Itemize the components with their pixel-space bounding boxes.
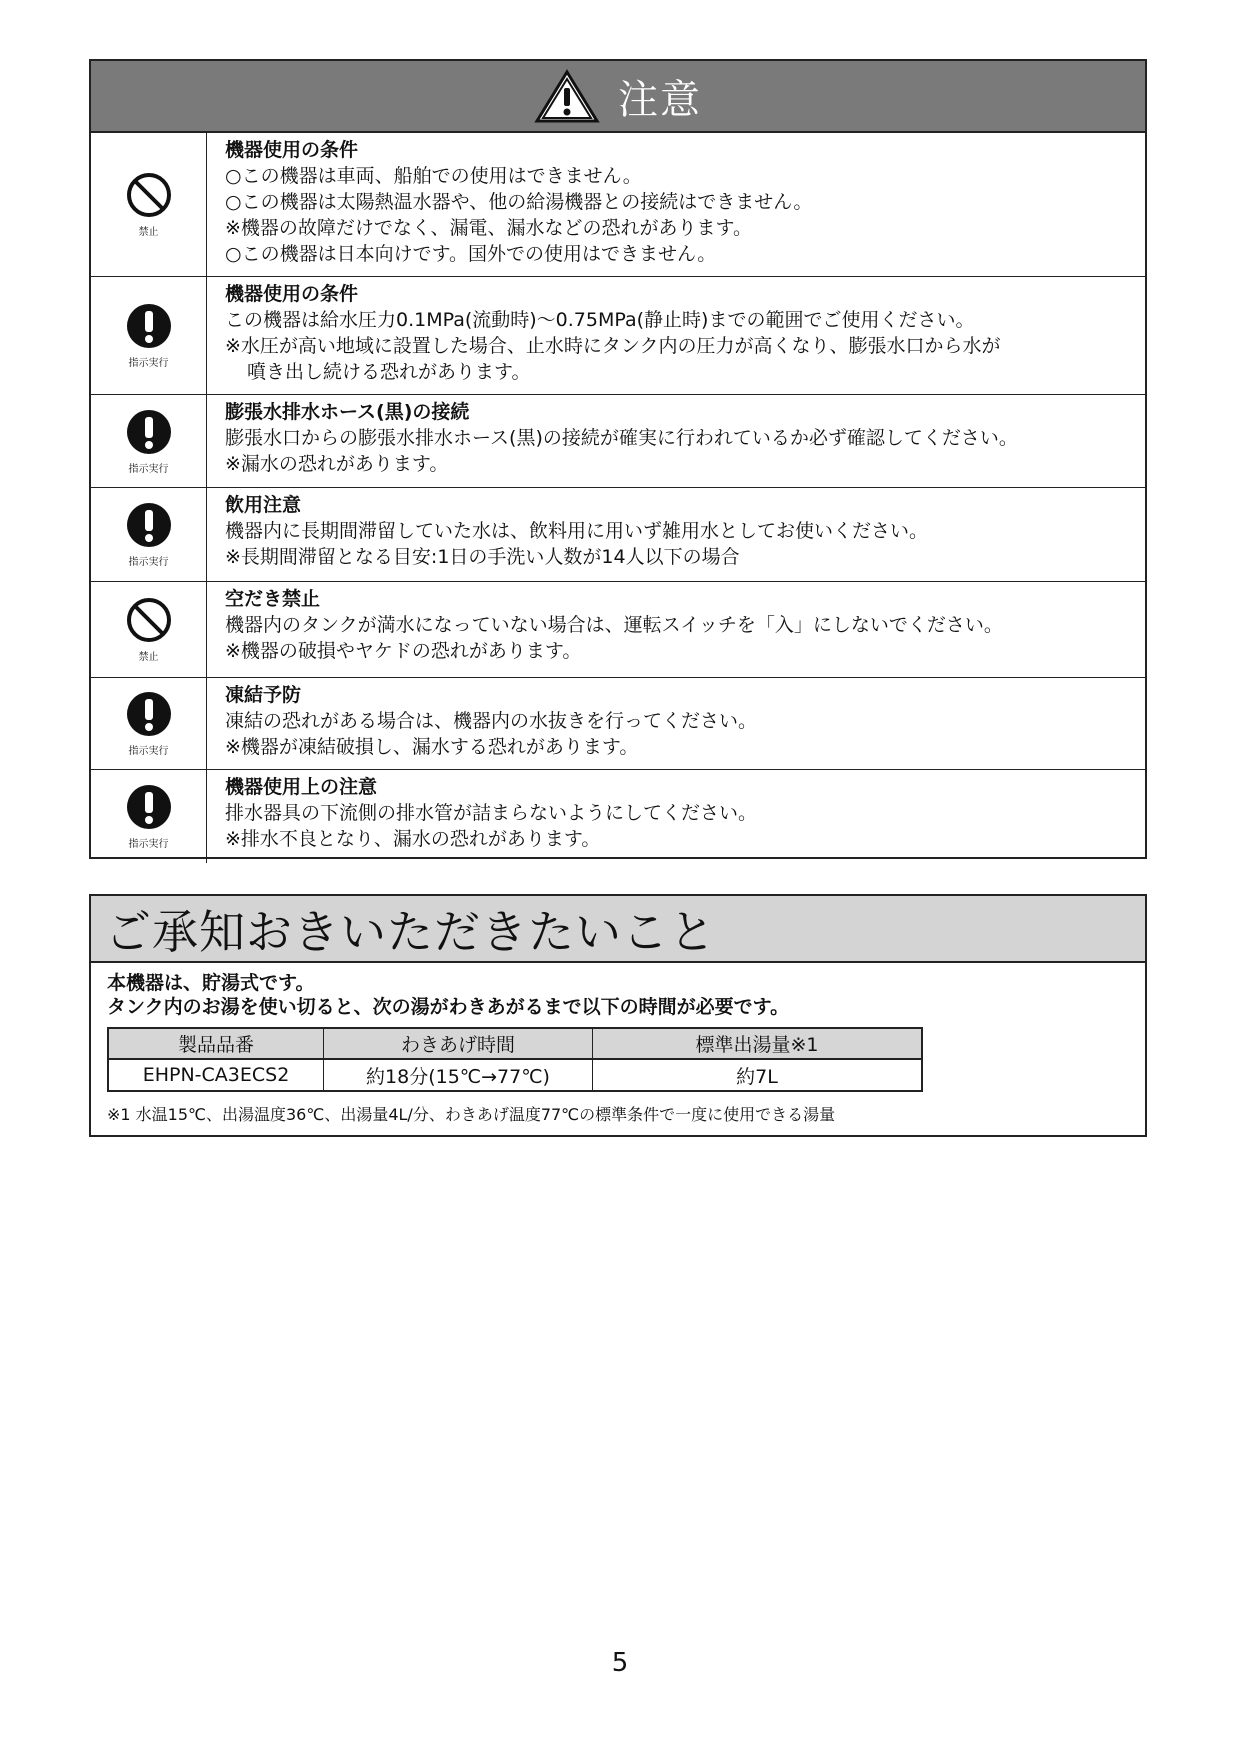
caution-section [89,59,1147,859]
row-line: 機器内のタンクが満水になっていない場合は、運転スイッチを「入」にしないでください。 [225,614,1003,636]
caution-row [91,395,1145,488]
row-line: 噴き出し続ける恐れがあります。 [247,361,531,383]
caution-title: 注意 [618,76,702,123]
table-row [108,1059,922,1091]
row-line: ※長期間滞留となる目安:1日の手洗い人数が14人以下の場合 [225,546,740,568]
icon-label: 指示実行 [128,839,169,850]
icon-label: 指示実行 [128,746,169,757]
intro-line: 本機器は、貯湯式です。 [107,972,315,994]
row-line: ※排水不良となり、漏水の恐れがあります。 [225,828,601,850]
row-line: 凍結の恐れがある場合は、機器内の水抜きを行ってください。 [225,710,758,732]
mandatory-action-icon [125,408,173,456]
prohibition-icon [125,596,173,644]
row-line: 排水器具の下流側の排水管が詰まらないようにしてください。 [225,802,758,824]
row-line: ※機器の故障だけでなく、漏電、漏水などの恐れがあります。 [225,217,753,239]
row-line: ※機器の破損やヤケドの恐れがあります。 [225,640,582,662]
row-line: ○この機器は太陽熱温水器や、他の給湯機器との接続はできません。 [225,191,813,213]
table-cell: EHPN-CA3ECS2 [108,1059,324,1091]
row-line: ※漏水の恐れがあります。 [225,453,449,475]
row-line: ○この機器は車両、船舶での使用はできません。 [225,165,642,187]
caution-row [91,488,1145,582]
row-title: 機器使用の条件 [225,283,359,305]
caution-row [91,277,1145,395]
icon-label: 指示実行 [128,358,169,369]
intro-line: タンク内のお湯を使い切ると、次の湯がわきあがるまで以下の時間が必要です。 [107,996,790,1018]
table-cell: 約18分(15℃→77℃) [324,1059,593,1091]
notice-header [91,896,1145,963]
row-title: 機器使用上の注意 [225,776,378,798]
icon-label: 禁止 [138,652,159,663]
row-title: 機器使用の条件 [225,139,359,161]
table-header: わきあげ時間 [324,1028,593,1059]
icon-label: 禁止 [138,227,159,238]
caution-row [91,133,1145,277]
row-line: 機器内に長期間滞留していた水は、飲料用に用いず雑用水としてお使いください。 [225,520,929,542]
icon-label: 指示実行 [128,463,169,475]
warning-triangle-icon [534,68,600,124]
caution-header [91,61,1145,133]
footnote: ※1 水温15℃、出湯温度36℃、出湯量4L/分、わきあげ温度77℃の標準条件で一度に使用できる湯量 [107,1105,836,1124]
notice-title: ご承知おきいただきたいこと [105,904,716,959]
mandatory-action-icon [125,501,173,549]
table-cell: 約7L [593,1059,923,1091]
page-number: 5 [611,1648,629,1678]
table-header: 標準出湯量※1 [593,1028,923,1059]
mandatory-action-icon [125,783,173,831]
row-title: 飲用注意 [225,494,302,516]
mandatory-action-icon [125,302,173,350]
row-title: 膨張水排水ホース(黒)の接続 [225,401,470,423]
row-line: ○この機器は日本向けです。国外での使用はできません。 [225,243,717,265]
row-title: 凍結予防 [225,684,302,706]
caution-row [91,770,1145,863]
table-header: 製品品番 [108,1028,324,1059]
prohibition-icon [125,171,173,219]
row-line: ※機器が凍結破損し、漏水する恐れがあります。 [225,736,639,758]
mandatory-action-icon [125,690,173,738]
row-line: 膨張水口からの膨張水排水ホース(黒)の接続が確実に行われているか必ず確認してください。 [225,427,1018,449]
spec-table [107,1027,923,1092]
row-title: 空だき禁止 [225,588,321,610]
row-line: この機器は給水圧力0.1MPa(流動時)〜0.75MPa(静止時)までの範囲でご使用ください。 [225,309,975,331]
icon-label: 指示実行 [128,557,169,568]
row-line: ※水圧が高い地域に設置した場合、止水時にタンク内の圧力が高くなり、膨張水口から水が [225,335,1001,357]
caution-row [91,582,1145,678]
notice-section [89,894,1147,1137]
caution-row [91,678,1145,770]
